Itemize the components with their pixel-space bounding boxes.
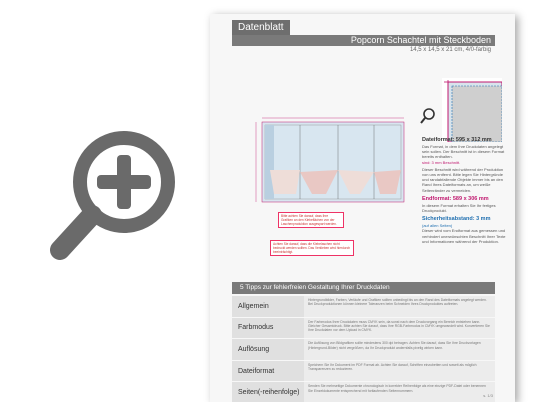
dieline-diagram xyxy=(240,110,408,218)
note-glue-tabs: Achten Sie darauf, dass die Klebelaschen nicht bedruckt werden sollten. Das Verkleben wird hierdurch beeinträchtigt. xyxy=(270,240,354,256)
table-row xyxy=(232,296,495,318)
tip-text: Hintergrundbilder, Farben, Verläufe und Grafiken sollten unbedingt bis an den Rand des Dateiformats angelegt werden. Bei Druckproduktionen können kleinere Toleranzen beim Schneiden Ihres Druckproduktes auftreten. xyxy=(304,296,495,317)
final-format-text: In diesem Format erhalten Sie Ihr fertiges Druckprodukt. xyxy=(422,202,496,214)
table-row xyxy=(232,339,495,361)
tip-text: Die Auflösung von Bildgrafiken sollte mindestens 300 dpi betragen. Achten Sie darauf, dass Sie Ihre Druckvorlagen (Hintergrund-Bilder) nicht vergrößern, da Ihr Druckprodukt andernfalls pixelig wirken kann. xyxy=(304,339,495,360)
bleed-size: sind: 3 mm Beschnitt. xyxy=(422,159,461,165)
product-subtitle: 14,5 x 14,5 x 21 cm, 4/0-farbig xyxy=(409,47,491,53)
table-row xyxy=(232,361,495,383)
format-info xyxy=(422,134,506,244)
safe-distance-title: Sicherheitsabstand: 3 mm xyxy=(422,216,491,223)
tip-label: Dateiformat xyxy=(232,361,304,382)
page-number: s. 1/3 xyxy=(483,393,493,398)
bleed-corner-detail xyxy=(418,78,502,142)
product-title: Popcorn Schachtel mit Steckboden xyxy=(232,35,495,46)
datasheet-tag: Datenblatt xyxy=(232,20,290,35)
tip-text: Der Farbmodus Ihrer Druckdaten muss CMYK sein, da sonst nach dem Druckvorgang ein Bereich entstehen kann. Gleicher Gesamtdruck. Bitte achten Sie darauf, dass Ihre RGB-Farbmodus in CMYK umgewandelt wird. Konvertieren Sie Ihre Druckdaten vor dem Upload in CMYK. xyxy=(304,318,495,339)
table-row xyxy=(232,382,495,402)
tip-text: Senden Sie mehrseitige Dokumente chronologisch in korrekter Reihenfolge als eine einzige PDF-Datei oder benennen Sie Einzeldokumente entsprechend mit fortlaufenden Seitennummern. xyxy=(304,382,495,402)
safe-distance-sub: (auf allen Seiten) xyxy=(422,223,453,229)
final-format-title: Endformat: 589 x 306 mm xyxy=(422,195,489,202)
tip-label: Auflösung xyxy=(232,339,304,360)
tip-label: Farbmodus xyxy=(232,318,304,339)
tip-text: Speichern Sie Ihr Dokument im PDF Format ab. Achten Sie darauf, Schriften einzubetten und soweit als möglich Transparenzen zu reduzieren. xyxy=(304,361,495,382)
format-text: Das Format, in dem Ihre Druckdaten angelegt sein sollen. Der Beschnitt ist in diesem Format bereits enthalten. xyxy=(422,144,505,160)
table-row xyxy=(232,318,495,340)
tips-table xyxy=(232,296,495,402)
tips-title: 5 Tipps zur fehlerfreien Gestaltung Ihrer Druckdaten xyxy=(232,282,495,294)
tip-label: Allgemein xyxy=(232,296,304,317)
safe-distance-text: Dieser wird vom Endformat aus gemessen und verhindert unerwünschten Beschnitt Ihrer Texte und Informationen während der Produktion. xyxy=(422,228,506,244)
note-glue-area: Bitte achten Sie darauf, dass Ihre Grafiken an den Klebeflächen von der Laschenproduktion ausgespart werden. xyxy=(278,212,344,228)
bleed-text: Dieser Beschnitt wird während der Produktion von uns entfernt. Bitte legen Sie Hintergründe und randabfallende Objekte immer bis an den Rand Ihres Dateiformats an, um weiße Seitenränder zu vermeiden. xyxy=(422,166,504,193)
tip-label: Seiten(-reihenfolge) xyxy=(232,382,304,402)
format-title: Dateiformat: 595 x 312 mm xyxy=(422,137,492,143)
datasheet-preview[interactable] xyxy=(210,14,515,402)
zoom-in-icon[interactable] xyxy=(48,122,178,266)
